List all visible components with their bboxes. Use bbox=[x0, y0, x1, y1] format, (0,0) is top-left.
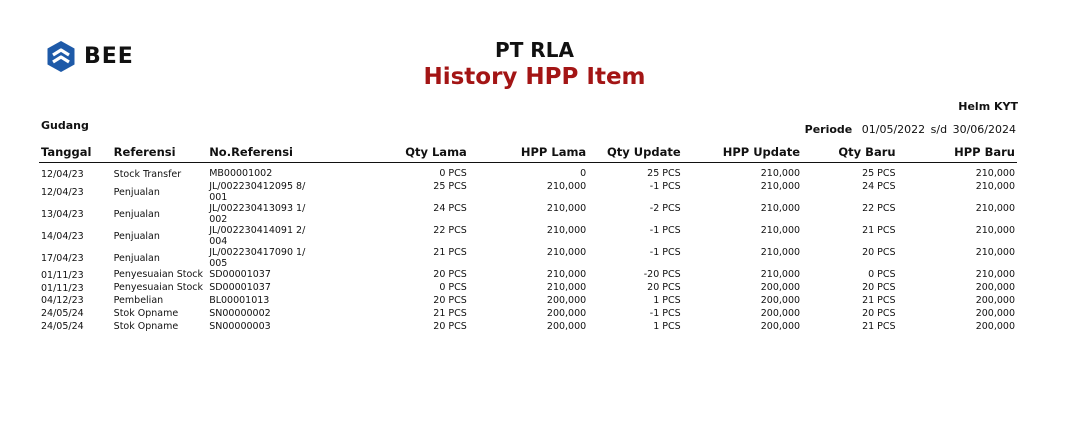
cell-qty-update: 25 PCS bbox=[647, 168, 681, 179]
cell-qty-lama: 0 PCS bbox=[439, 168, 467, 179]
col-header-qty-baru: Qty Baru bbox=[802, 143, 898, 163]
cell-referensi: Penyesuaian Stock bbox=[113, 269, 203, 280]
cell-tanggal: 24/05/24 bbox=[41, 308, 84, 319]
cell-qty-baru: 20 PCS bbox=[862, 308, 896, 319]
company-name: PT RLA bbox=[495, 38, 574, 62]
col-header-hpp-update: HPP Update bbox=[683, 143, 802, 163]
cell-hpp-lama: 210,000 bbox=[546, 269, 587, 280]
cell-no-referensi: JL/002230414091 2/004 bbox=[209, 225, 306, 247]
cell-tanggal: 01/11/23 bbox=[41, 270, 84, 281]
cell-qty-baru: 21 PCS bbox=[862, 295, 896, 306]
cell-hpp-baru: 210,000 bbox=[975, 269, 1015, 280]
cell-referensi: Penjualan bbox=[113, 208, 160, 220]
col-header-qty-update: Qty Update bbox=[588, 143, 682, 163]
hpp-history-table bbox=[39, 143, 1017, 334]
cell-no-referensi: JL/002230417090 1/005 bbox=[209, 247, 306, 269]
cell-hpp-lama: 210,000 bbox=[546, 225, 587, 236]
cell-qty-baru: 21 PCS bbox=[862, 225, 896, 236]
cell-referensi: Penyesuaian Stock bbox=[113, 282, 203, 293]
cell-tanggal: 17/04/23 bbox=[41, 252, 84, 264]
cell-qty-update: 20 PCS bbox=[647, 282, 681, 293]
periode-separator: s/d bbox=[930, 123, 948, 136]
periode-from: 01/05/2022 bbox=[861, 123, 926, 136]
cell-referensi: Penjualan bbox=[113, 186, 160, 198]
cell-hpp-lama: 210,000 bbox=[546, 282, 587, 293]
cell-hpp-update: 200,000 bbox=[760, 308, 801, 319]
table-row bbox=[39, 163, 1017, 182]
periode-range bbox=[805, 123, 1016, 136]
cell-hpp-update: 210,000 bbox=[760, 181, 801, 192]
cell-hpp-update: 210,000 bbox=[760, 247, 801, 258]
cell-hpp-update: 210,000 bbox=[760, 203, 801, 214]
table-row bbox=[39, 269, 1017, 282]
cell-hpp-baru: 210,000 bbox=[975, 203, 1015, 214]
cell-qty-update: -1 PCS bbox=[649, 225, 681, 236]
periode-to: 30/06/2024 bbox=[952, 123, 1016, 136]
cell-qty-baru: 25 PCS bbox=[862, 168, 896, 179]
cell-no-referensi: JL/002230413093 1/002 bbox=[209, 203, 306, 225]
table-header-row bbox=[39, 143, 1017, 163]
gudang-label: Gudang bbox=[41, 119, 89, 132]
cell-qty-lama: 25 PCS bbox=[433, 181, 467, 192]
cell-qty-update: -1 PCS bbox=[649, 181, 681, 192]
cell-hpp-lama: 200,000 bbox=[546, 321, 587, 332]
logo-text: BEE bbox=[84, 44, 134, 69]
cell-hpp-baru: 210,000 bbox=[975, 247, 1015, 258]
cell-referensi: Stok Opname bbox=[113, 321, 179, 332]
cell-hpp-lama: 210,000 bbox=[546, 203, 587, 214]
col-header-qty-lama: Qty Lama bbox=[312, 143, 469, 163]
cell-qty-lama: 20 PCS bbox=[433, 295, 467, 306]
cell-tanggal: 13/04/23 bbox=[41, 208, 84, 220]
cell-qty-lama: 20 PCS bbox=[433, 269, 467, 280]
cell-no-referensi: SN00000003 bbox=[209, 321, 271, 332]
cell-no-referensi: JL/002230412095 8/001 bbox=[209, 181, 306, 203]
cell-hpp-baru: 200,000 bbox=[975, 321, 1015, 332]
cell-hpp-update: 210,000 bbox=[760, 168, 801, 179]
report-title: History HPP Item bbox=[423, 64, 646, 90]
cell-hpp-baru: 200,000 bbox=[975, 282, 1015, 293]
cell-qty-lama: 21 PCS bbox=[433, 247, 467, 258]
cell-hpp-update: 200,000 bbox=[760, 282, 801, 293]
cell-tanggal: 12/04/23 bbox=[41, 169, 84, 180]
cell-hpp-baru: 200,000 bbox=[975, 308, 1015, 319]
table-row bbox=[39, 295, 1017, 308]
cell-hpp-baru: 210,000 bbox=[975, 168, 1015, 179]
cell-qty-update: -1 PCS bbox=[649, 247, 681, 258]
cell-hpp-baru: 210,000 bbox=[975, 181, 1015, 192]
cell-hpp-lama: 200,000 bbox=[546, 308, 587, 319]
cell-referensi: Stock Transfer bbox=[113, 169, 182, 180]
col-header-hpp-baru: HPP Baru bbox=[898, 143, 1017, 163]
cell-hpp-lama: 200,000 bbox=[546, 295, 587, 306]
cell-no-referensi: SD00001037 bbox=[209, 282, 271, 293]
cell-qty-lama: 20 PCS bbox=[433, 321, 467, 332]
cell-qty-update: 1 PCS bbox=[653, 321, 681, 332]
table-row bbox=[39, 225, 1017, 247]
cell-qty-lama: 24 PCS bbox=[433, 203, 467, 214]
cell-tanggal: 12/04/23 bbox=[41, 186, 84, 198]
cell-no-referensi: SN00000002 bbox=[209, 308, 271, 319]
cell-tanggal: 04/12/23 bbox=[41, 295, 84, 306]
cell-hpp-lama: 210,000 bbox=[546, 247, 587, 258]
cell-qty-lama: 0 PCS bbox=[439, 282, 467, 293]
cell-tanggal: 01/11/23 bbox=[41, 283, 84, 294]
cell-hpp-lama: 210,000 bbox=[546, 181, 587, 192]
cell-qty-baru: 0 PCS bbox=[868, 269, 896, 280]
cell-hpp-baru: 210,000 bbox=[975, 225, 1015, 236]
table-row bbox=[39, 181, 1017, 203]
cell-hpp-update: 210,000 bbox=[760, 269, 801, 280]
cell-referensi: Penjualan bbox=[113, 252, 160, 264]
cell-qty-lama: 22 PCS bbox=[433, 225, 467, 236]
cell-qty-update: -2 PCS bbox=[649, 203, 681, 214]
cell-referensi: Penjualan bbox=[113, 230, 160, 242]
col-header-no-referensi: No.Referensi bbox=[207, 143, 312, 163]
col-header-tanggal: Tanggal bbox=[39, 143, 112, 163]
cell-referensi: Stok Opname bbox=[113, 308, 179, 319]
table-row bbox=[39, 282, 1017, 295]
cell-no-referensi: BL00001013 bbox=[209, 295, 270, 306]
cell-qty-baru: 20 PCS bbox=[862, 247, 896, 258]
cell-hpp-lama: 0 bbox=[580, 168, 587, 179]
cell-qty-baru: 22 PCS bbox=[862, 203, 896, 214]
cell-qty-update: 1 PCS bbox=[653, 295, 681, 306]
cell-tanggal: 24/05/24 bbox=[41, 321, 84, 332]
cell-hpp-update: 200,000 bbox=[760, 295, 801, 306]
cell-qty-baru: 21 PCS bbox=[862, 321, 896, 332]
cell-qty-update: -20 PCS bbox=[643, 269, 681, 280]
cell-tanggal: 14/04/23 bbox=[41, 230, 84, 242]
item-name: Helm KYT bbox=[958, 100, 1018, 113]
cell-hpp-update: 200,000 bbox=[760, 321, 801, 332]
cell-no-referensi: SD00001037 bbox=[209, 269, 271, 280]
col-header-hpp-lama: HPP Lama bbox=[469, 143, 588, 163]
table-row bbox=[39, 203, 1017, 225]
cell-qty-lama: 21 PCS bbox=[433, 308, 467, 319]
cell-hpp-baru: 200,000 bbox=[975, 295, 1015, 306]
cell-hpp-update: 210,000 bbox=[760, 225, 801, 236]
col-header-referensi: Referensi bbox=[112, 143, 208, 163]
table-row bbox=[39, 321, 1017, 334]
table-row bbox=[39, 308, 1017, 321]
cell-referensi: Pembelian bbox=[113, 295, 164, 306]
cell-qty-baru: 20 PCS bbox=[862, 282, 896, 293]
cell-no-referensi: MB00001002 bbox=[209, 168, 273, 179]
periode-label: Periode bbox=[804, 123, 853, 136]
cell-qty-baru: 24 PCS bbox=[862, 181, 896, 192]
cell-qty-update: -1 PCS bbox=[649, 308, 681, 319]
table-row bbox=[39, 247, 1017, 269]
